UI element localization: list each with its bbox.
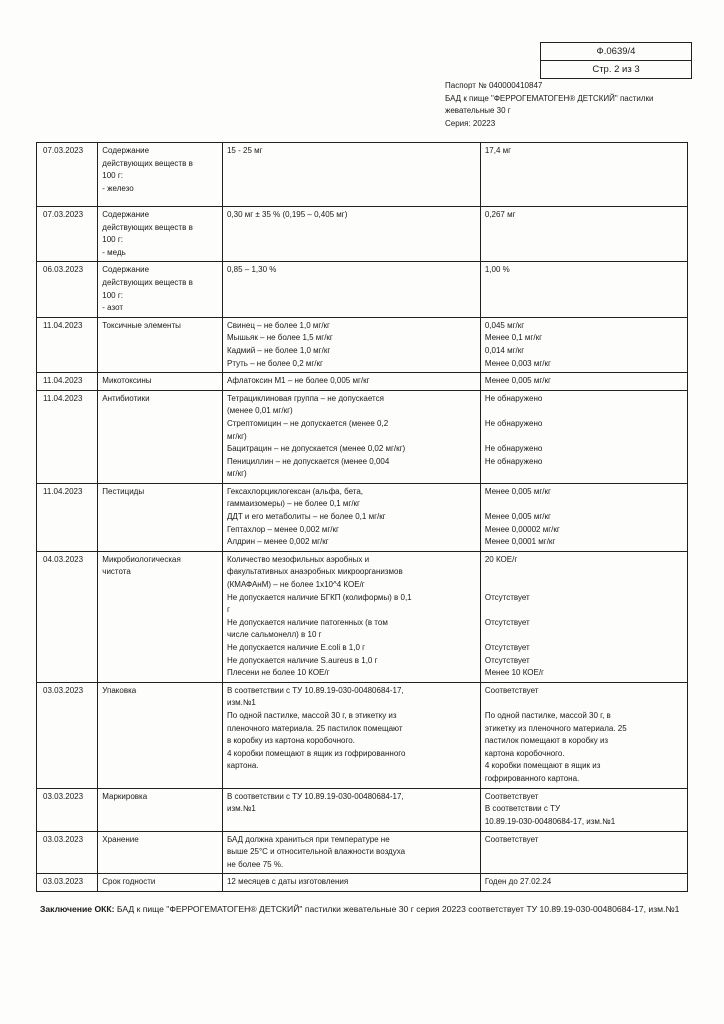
row-result: [480, 207, 687, 262]
row-indicator-line: - азот: [102, 303, 124, 313]
row-date: 03.03.2023: [37, 682, 98, 788]
row-norm-line: выше 25°С и относительной влажности воздуха: [226, 847, 406, 857]
table-row: [37, 390, 688, 483]
row-indicator: [98, 143, 223, 207]
row-norm-line: Свинец – не более 1,0 мг/кг: [226, 320, 330, 330]
row-norm: [222, 874, 480, 892]
conclusion-label: Заключение ОКК:: [40, 904, 115, 914]
row-norm-line: Алдрин – менее 0,002 мг/кг: [226, 537, 329, 547]
row-indicator-line: действующих веществ в: [102, 222, 193, 232]
row-date: 06.03.2023: [37, 262, 98, 317]
row-norm: [222, 483, 480, 551]
row-norm-line: 0,30 мг ± 35 % (0,195 – 0,405 мг): [226, 210, 348, 219]
row-result-line: [485, 604, 683, 617]
row-indicator: [98, 831, 223, 874]
row-indicator-line: 100 г:: [102, 290, 123, 300]
row-result: [480, 788, 687, 831]
row-result-line: 4 коробки помещают в ящик из: [484, 761, 601, 771]
row-result-line: По одной пастилке, массой 30 г, в: [484, 710, 611, 720]
row-result-line: 0,045 мг/кг: [484, 320, 525, 330]
row-norm-line: Не допускается наличие S.aureus в 1,0 г: [226, 655, 378, 665]
passport-line: Серия: 20223: [445, 118, 496, 128]
row-norm: [222, 207, 480, 262]
form-code-box: [540, 42, 692, 79]
row-indicator-line: Токсичные элементы: [102, 320, 181, 330]
row-norm-line: гаммаизомеры) – не более 0,1 мг/кг: [226, 499, 360, 509]
row-result-line: [485, 468, 683, 481]
row-result-line: Не обнаружено: [484, 444, 543, 454]
row-date: 11.04.2023: [37, 483, 98, 551]
row-date: 03.03.2023: [37, 788, 98, 831]
row-result-line: Не обнаружено: [484, 456, 543, 466]
table-row: [37, 317, 688, 372]
row-norm: [222, 317, 480, 372]
row-indicator-line: Содержание: [102, 146, 150, 155]
row-norm: [222, 788, 480, 831]
row-result-line: [485, 697, 683, 710]
row-result-line: [485, 566, 683, 579]
row-result-line: Отсутствует: [484, 655, 530, 665]
row-result-line: Соответствует: [484, 834, 539, 844]
row-result-line: Менее 10 КОЕ/г: [484, 668, 544, 678]
row-indicator-line: действующих веществ в: [102, 158, 193, 168]
page-number: Стр. 2 из 3: [541, 61, 692, 79]
row-norm-line: Стрептомицин – не допускается (менее 0,2: [226, 418, 389, 428]
row-result-line: Менее 0,005 мг/кг: [484, 376, 551, 386]
row-norm-line: Не допускается наличие E.coli в 1,0 г: [226, 643, 366, 652]
row-norm-line: Мышьяк – не более 1,5 мг/кг: [226, 333, 333, 343]
row-result-line: Соответствует: [484, 791, 539, 801]
row-indicator-line: Упаковка: [102, 685, 137, 695]
row-result-line: Менее 0,00002 мг/кг: [484, 524, 560, 534]
row-result: [480, 390, 687, 483]
row-norm-line: Гептахлор – менее 0,002 мг/кг: [226, 524, 339, 534]
row-indicator-line: Маркировка: [102, 791, 148, 801]
row-result-line: пастилок помещают в коробку из: [484, 736, 609, 746]
row-indicator-line: - медь: [102, 247, 126, 257]
row-norm-line: 0,85 – 1,30 %: [226, 265, 277, 275]
table-row: [37, 788, 688, 831]
row-result-line: 0,267 мг: [484, 210, 516, 219]
row-norm: [222, 682, 480, 788]
row-norm-line: мг/кг): [226, 431, 247, 441]
row-result-line: гофрированного картона.: [484, 773, 580, 783]
table-row: [37, 682, 688, 788]
row-norm-line: Гексахлорциклогексан (альфа, бета,: [226, 486, 363, 496]
row-indicator: [98, 390, 223, 483]
row-result-line: 20 КОЕ/г: [484, 554, 518, 564]
row-indicator: [98, 682, 223, 788]
row-result-line: Соответствует: [484, 685, 539, 695]
row-indicator-line: Микотоксины: [102, 376, 152, 386]
row-date: 11.04.2023: [37, 373, 98, 391]
row-norm: [222, 551, 480, 682]
row-result: [480, 831, 687, 874]
row-norm-line: 12 месяцев с даты изготовления: [226, 877, 349, 887]
passport-line: жевательные 30 г: [445, 106, 511, 115]
row-norm: [222, 373, 480, 391]
row-indicator-line: Пестициды: [102, 486, 145, 496]
row-norm-line: 4 коробки помещают в ящик из гофрированного: [226, 748, 406, 758]
row-date: 03.03.2023: [37, 831, 98, 874]
row-indicator-line: Содержание: [102, 265, 150, 275]
row-result-line: Менее 0,003 мг/кг: [484, 358, 551, 368]
row-result-line: [485, 498, 683, 511]
passport-line: БАД к пище "ФЕРРОГЕМАТОГЕН® ДЕТСКИЙ" пастилки: [445, 93, 654, 103]
row-norm-line: Кадмий – не более 1,0 мг/кг: [226, 345, 331, 355]
row-norm-line: Бацитрацин – не допускается (менее 0,02 мг/кг): [226, 444, 406, 454]
row-result-line: Годен до 27.02.24: [484, 877, 552, 887]
row-norm-line: изм.№1: [226, 698, 256, 708]
row-result-line: 10.89.19-030-00480684-17, изм.№1: [484, 816, 616, 826]
row-result-line: Отсутствует: [484, 592, 530, 602]
row-result-line: Менее 0,0001 мг/кг: [484, 537, 556, 547]
row-norm-line: В соответствии с ТУ 10.89.19-030-00480684-17,: [226, 685, 404, 695]
row-result-line: Отсутствует: [484, 643, 530, 652]
row-norm-line: Афлатоксин М1 – не более 0,005 мг/кг: [226, 376, 370, 386]
passport-header: [445, 80, 654, 130]
row-indicator-line: Хранение: [102, 834, 139, 844]
row-result-line: Менее 0,1 мг/кг: [484, 333, 542, 343]
row-indicator-line: действующих веществ в: [102, 277, 193, 287]
row-result: [480, 143, 687, 207]
row-indicator-line: чистота: [102, 567, 131, 577]
row-result-line: 0,014 мг/кг: [484, 345, 525, 355]
row-norm-line: не более 75 %.: [226, 859, 284, 869]
row-result-line: Отсутствует: [484, 617, 530, 627]
row-result-line: В соответствии с ТУ: [484, 804, 561, 814]
table-row: [37, 483, 688, 551]
row-norm-line: 15 - 25 мг: [226, 146, 263, 155]
row-result-line: Менее 0,005 мг/кг: [484, 512, 551, 522]
row-result: [480, 551, 687, 682]
row-norm-line: Плесени не более 10 КОЕ/г: [226, 668, 330, 678]
table-row: [37, 831, 688, 874]
table-row: [37, 262, 688, 317]
row-date: 07.03.2023: [37, 207, 98, 262]
table-row: [37, 143, 688, 207]
table-row: [37, 874, 688, 892]
row-date: 04.03.2023: [37, 551, 98, 682]
row-result-line: 1,00 %: [484, 265, 510, 275]
row-result-line: этикетку из пленочного материала. 25: [484, 723, 627, 733]
row-norm-line: Ртуть – не более 0,2 мг/кг: [226, 358, 323, 368]
row-norm-line: По одной пастилке, массой 30 г, в этикетку из: [226, 710, 397, 720]
row-norm-line: Тетрациклиновая группа – не допускается: [226, 393, 384, 403]
row-indicator-line: Антибиотики: [102, 393, 150, 403]
row-indicator-line: - железо: [102, 183, 134, 193]
row-norm-line: в коробку из картона коробочного.: [226, 736, 355, 746]
row-norm-line: Не допускается наличие БГКП (колиформы) в 0,1: [226, 592, 412, 602]
row-norm-line: БАД должна храниться при температуре не: [226, 834, 390, 844]
row-date: 11.04.2023: [37, 317, 98, 372]
row-indicator-line: Содержание: [102, 210, 150, 219]
row-date: 07.03.2023: [37, 143, 98, 207]
row-result: [480, 483, 687, 551]
row-result: [480, 682, 687, 788]
row-date: 03.03.2023: [37, 874, 98, 892]
table-row: [37, 373, 688, 391]
row-norm-line: ДДТ и его метаболиты – не более 0,1 мг/кг: [226, 512, 386, 522]
row-indicator: [98, 207, 223, 262]
row-norm-line: картона.: [226, 761, 259, 771]
row-indicator: [98, 262, 223, 317]
row-norm-line: факультативных анаэробных микроорганизмов: [226, 567, 403, 577]
row-norm-line: изм.№1: [226, 804, 256, 814]
row-norm-line: г: [226, 605, 230, 615]
row-norm: [222, 143, 480, 207]
row-result-line: Не обнаружено: [484, 393, 543, 403]
row-date: 11.04.2023: [37, 390, 98, 483]
row-norm-line: (менее 0,01 мг/кг): [226, 406, 293, 416]
row-result: [480, 373, 687, 391]
row-norm-line: мг/кг): [226, 469, 247, 479]
row-norm-line: Не допускается наличие патогенных (в том: [226, 617, 388, 627]
test-results-table: [36, 142, 688, 892]
row-indicator: [98, 317, 223, 372]
row-indicator-line: 100 г:: [102, 171, 123, 181]
row-norm: [222, 262, 480, 317]
row-result-line: картона коробочного.: [484, 748, 565, 758]
row-norm-line: числе сальмонелл) в 10 г: [226, 630, 322, 640]
row-result-line: Не обнаружено: [484, 418, 543, 428]
row-indicator-line: 100 г:: [102, 235, 123, 245]
table-row: [37, 551, 688, 682]
row-norm: [222, 831, 480, 874]
passport-line: Паспорт № 040000410847: [445, 81, 543, 90]
row-result-line: [485, 629, 683, 642]
row-indicator: [98, 373, 223, 391]
row-result: [480, 317, 687, 372]
row-result-line: [485, 579, 683, 592]
row-result: [480, 262, 687, 317]
row-indicator: [98, 483, 223, 551]
row-indicator-line: Срок годности: [102, 877, 156, 887]
row-norm-line: (КМАФАнМ) – не более 1х10^4 КОЕ/г: [226, 580, 365, 590]
form-code: Ф.0639/4: [541, 43, 692, 61]
row-result-line: 17,4 мг: [484, 146, 512, 155]
row-norm-line: Пенициллин – не допускается (менее 0,004: [226, 456, 390, 466]
conclusion: [40, 902, 680, 917]
row-indicator: [98, 551, 223, 682]
row-result-line: [485, 431, 683, 444]
row-result: [480, 874, 687, 892]
row-norm-line: В соответствии с ТУ 10.89.19-030-00480684-17,: [226, 791, 404, 801]
row-norm-line: пленочного материала. 25 пастилок помещают: [226, 723, 403, 733]
row-indicator-line: Микробиологическая: [102, 554, 181, 564]
table-row: [37, 207, 688, 262]
row-result-line: [485, 405, 683, 418]
conclusion-text: БАД к пище "ФЕРРОГЕМАТОГЕН® ДЕТСКИЙ" пастилки жевательные 30 г серия 20223 соответствует ТУ 10.89.19-030-00480684-17, изм.№1: [114, 904, 680, 914]
row-norm: [222, 390, 480, 483]
row-indicator: [98, 788, 223, 831]
row-result-line: Менее 0,005 мг/кг: [484, 486, 551, 496]
row-indicator: [98, 874, 223, 892]
row-norm-line: Количество мезофильных аэробных и: [226, 554, 370, 564]
